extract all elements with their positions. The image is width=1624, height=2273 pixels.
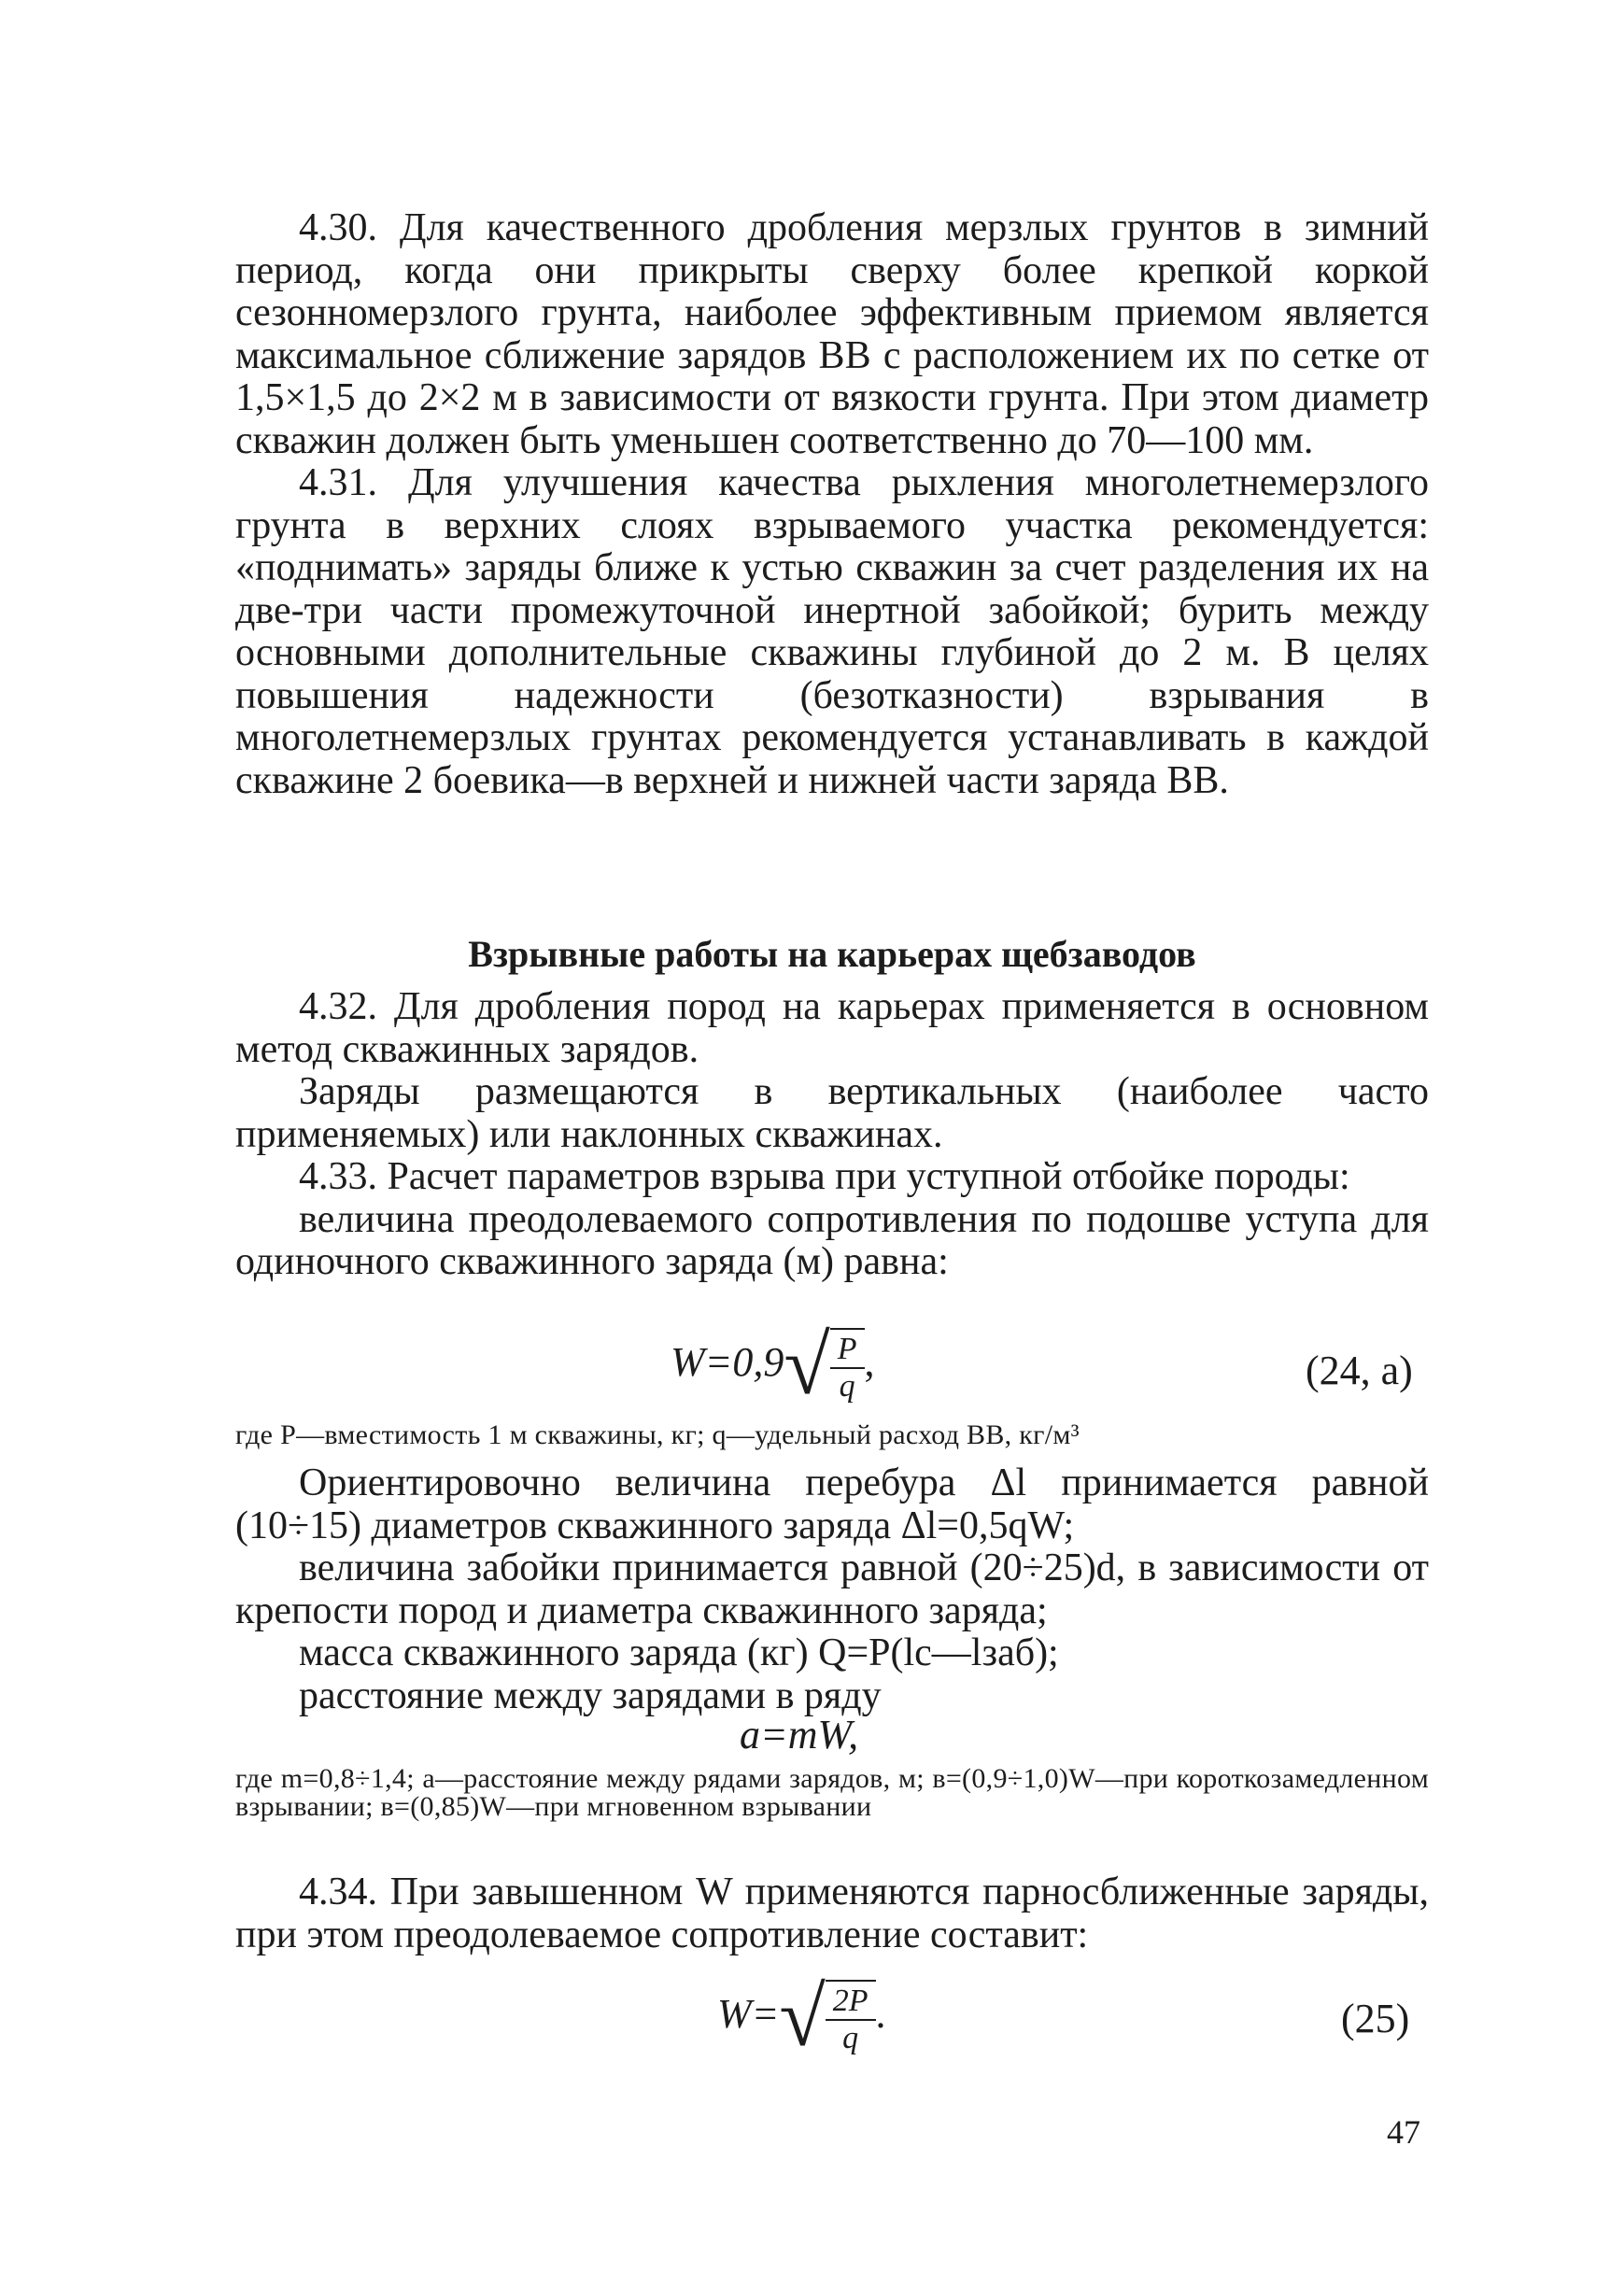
paragraph-4-30: 4.30. Для качественного дробления мерзлых грунтов в зимний период, когда они прикрыты сверху более крепкой коркой сезонномерзлого грунта, наиболее эффективным приемом является максимальное сближение зарядов ВВ с расположением их по сетке от 1,5×1,5 до 2×2 м в зависимости от вязкости грунта. При этом диаметр скважин должен быть уменьшен соответственно до 70—100 мм. — [235, 206, 1429, 462]
section-4-32-33 — [235, 986, 1429, 1284]
fraction-2p-over-q — [826, 1984, 876, 2056]
formula-25 — [717, 1971, 886, 2064]
formula-25-period: . — [875, 1991, 886, 2038]
sqrt-sign: √ — [784, 1320, 830, 1412]
sqrt-sign: √ — [779, 1971, 826, 2064]
formula-24a-lhs: W=0,9 — [671, 1339, 784, 1386]
formula-24a-number: (24, a) — [1306, 1348, 1413, 1393]
formula-25-lhs: W= — [717, 1991, 780, 2038]
fraction-denominator: q — [842, 2021, 859, 2055]
paragraph-stemming: величина забойки принимается равной (20÷25)d, в зависимости от крепости пород и диаметра скважинного заряда; — [235, 1546, 1429, 1632]
paragraph-4-33-resistance: величина преодолеваемого сопротивления по подошве уступа для одиночного скважинного заряда (м) равна: — [235, 1197, 1429, 1283]
note-2 — [235, 1765, 1429, 1821]
formula-25-number: (25) — [1341, 1996, 1410, 2041]
paragraph-4-32: 4.32. Для дробления пород на карьерах применяется в основном метод скважинных зарядов. — [235, 985, 1429, 1071]
formula-spacing: a=mW, — [740, 1712, 859, 1758]
sqrt-overline — [826, 1980, 876, 2056]
paragraph-4-31: 4.31. Для улучшения качества рыхления многолетнемерзлого грунта в верхних слоях взрываемого участка рекомендуется: «поднимать» заряды ближе к устью скважин за счет разделения их на две-три части промежуточной инертной забойкой; бурить между основными дополнительные скважины глубиной до 2 м. В целях повышения надежности (безотказности) взрывания в многолетнемерзлых грунтах рекомендуется устанавливать в каждой скважине 2 боевика—в верхней и нижней части заряда ВВ. — [235, 461, 1429, 802]
page-number: 47 — [1387, 2113, 1420, 2151]
section-heading: Взрывные работы на карьерах щебзаводов — [468, 933, 1196, 975]
section-4-34 — [235, 1871, 1429, 1956]
note-1: где P—вместимость 1 м скважины, кг; q—удельный расход ВВ, кг/м³ — [235, 1419, 1080, 1450]
sqrt-overline — [830, 1328, 865, 1405]
formula-24a — [671, 1320, 875, 1412]
section-4-30-31 — [235, 207, 1429, 802]
paragraph-overdrill: Ориентировочно величина перебура Δl принимается равной (10÷15) диаметров скважинного заряда Δl=0,5qW; — [235, 1461, 1429, 1547]
paragraph-4-34: 4.34. При завышенном W применяются парносближенные заряды, при этом преодолеваемое сопротивление составит: — [235, 1871, 1429, 1956]
section-4-33-cont — [235, 1462, 1429, 1717]
paragraph-charge-mass: масса скважинного заряда (кг) Q=P(lc—lзаб); — [299, 1631, 1059, 1674]
formula-24a-comma: , — [864, 1339, 875, 1386]
paragraph-spacing: расстояние между зарядами в ряду — [299, 1673, 882, 1717]
fraction-p-over-q — [830, 1332, 865, 1405]
note-2-text: где m=0,8÷1,4; a—расстояние между рядами зарядов, м; в=(0,9÷1,0)W—при короткозамедленном взрывании; в=(0,85)W—при мгновенном взрывании — [235, 1763, 1429, 1822]
paragraph-4-33: 4.33. Расчет параметров взрыва при уступной отбойке породы: — [299, 1155, 1350, 1198]
paragraph-4-32-charges: Заряды размещаются в вертикальных (наиболее часто применяемых) или наклонных скважинах. — [235, 1070, 1429, 1156]
fraction-denominator: q — [839, 1369, 855, 1404]
fraction-numerator: P — [830, 1332, 865, 1369]
fraction-numerator: 2P — [826, 1984, 876, 2021]
